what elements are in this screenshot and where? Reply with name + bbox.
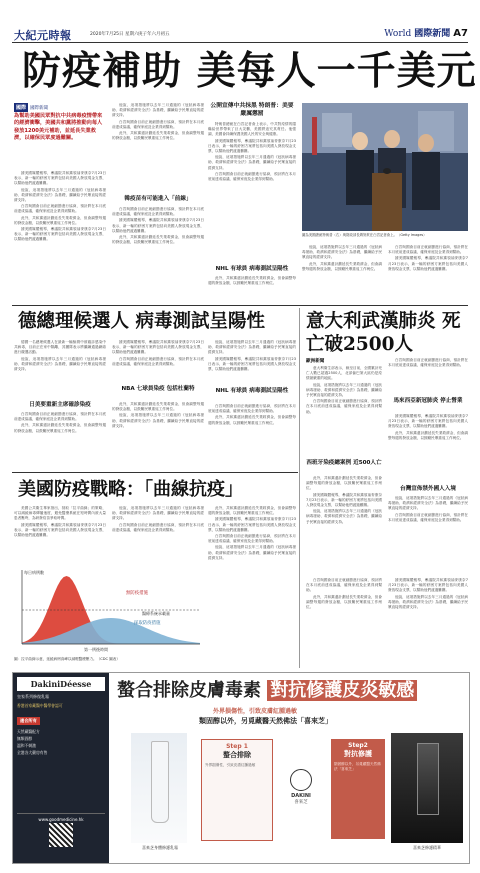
body-paragraph: 他說，這項措施將以去年三月通過的《冠狀病毒援助、救濟和經濟安全法》為基礎，繼續給予民眾直接的經濟支持。 [388, 594, 468, 610]
body-paragraph: 他說，這項措施將以去年三月通過的《冠狀病毒援助、救濟和經濟安全法》為基礎，繼續給予民眾直接的經濟支持。 [302, 245, 382, 260]
section-divider [12, 472, 298, 473]
x-axis-label: 第一例後時間 [84, 647, 108, 652]
story3-subhead1: 日美要重新主席確診染疫 [29, 402, 91, 408]
body-paragraph: 據美國媒體報導，參議院共和黨領袖麥康奈7月23日表示，新一輪的紓困方案將包括向美國人發放現金支票，以幫助他們渡過難關。 [388, 256, 468, 271]
body-paragraph: 白宮與國會目前正就細節進行協商，預計將在本月底前達成協議，確保家庭及企業得到幫助。 [306, 399, 382, 414]
curve-chart-svg [14, 564, 204, 654]
body-paragraph: 他說，這項措施將以去年三月通過的《冠狀病毒援助、救濟和經濟安全法》為基礎，繼續給予民眾直接的經濟支持。 [306, 509, 382, 524]
body-paragraph: 他說，這項措施將以去年三月通過的《冠狀病毒援助、救濟和經濟安全法》為基礎，繼續給予民眾直接的經濟支持。 [388, 496, 468, 511]
body-paragraph: 他說，這項措施將以去年三月通過的《冠狀病毒援助、救濟和經濟安全法》為基礎，繼續給予民眾直接的經濟支持。 [208, 340, 296, 355]
cream-tube-icon [151, 741, 169, 823]
body-paragraph: 據美國媒體報導，參議院共和黨領袖麥康奈7月23日表示，新一輪的紓困方案將包括向美國人發放現金支票，以幫助他們渡過難關。 [112, 340, 204, 355]
body-paragraph: 德國一名總理候選人在最新一輪檢測中被確診感染中共病毒，目前正在家中隔離，其團隊表示將繼續通過網絡進行競選活動。 [14, 340, 106, 355]
body-paragraph: 此外，共和黨還計劃延長失業救濟金，但會調整每週的發放金額，以鼓勵民眾重返工作崗位。 [306, 476, 382, 491]
body-paragraph: 白宮與國會目前正就細節進行協商，預計將在本月底前達成協議，確保家庭及企業得到幫助。 [14, 204, 106, 214]
body-paragraph: 據美國媒體報導，參議院共和黨領袖麥康奈7月23日表示，新一輪的紓困方案將包括向美國人發放現金支票，以幫助他們渡過難關。 [14, 171, 106, 186]
chart-caption: 圖：拉平曲線示意，延緩病例高峰以減輕醫療壓力。（CDC 圖表） [14, 657, 120, 661]
story4-subhead3: 台灣宣佈禁外國人入境 [400, 486, 456, 492]
body-paragraph: 據美國媒體報導，參議院共和黨領袖麥康奈7月23日表示，新一輪的紓困方案將包括向美國人發放現金支票，以幫助他們渡過難關。 [14, 522, 106, 538]
newspaper-logo: 大紀元時報 [14, 29, 72, 42]
sidebar-subhead: 韓疫苗有可能進入「前線」 [124, 196, 192, 202]
col-divider [299, 308, 300, 668]
masthead-section [384, 26, 468, 39]
advertisement [12, 672, 470, 864]
body-paragraph: 白宮與國會目前正就細節進行協商，預計將在本月底前達成協議，確保家庭及企業得到幫助。 [14, 412, 106, 422]
body-paragraph: 此外，共和黨還計劃延長失業救濟金，但會調整每週的發放金額，以鼓勵民眾重返工作崗位。 [112, 402, 204, 412]
ad-bullet: 天然藏醫配方 [17, 729, 40, 734]
story2-subhead-text: NHL 有球員 病毒測試呈陽性 [215, 266, 289, 272]
section-en: World [384, 29, 412, 39]
story4-title: 意大利武漢肺炎 死亡破2500人 [306, 311, 461, 355]
story4-subhead2: 馬來西亞新冠肺炎 停止營業 [393, 398, 463, 404]
photo-caption: 圖為美國總統特朗普（右）與財政部長姆努欽在白宮記者會上。（Getty Images） [302, 233, 427, 237]
masthead-rule [12, 42, 468, 43]
body-paragraph: 他說，這項措施將以去年三月通過的《冠狀病毒援助、救濟和經濟安全法》為基礎，繼續給予民眾直接的經濟支持。 [112, 413, 204, 428]
kicker-sub: 國際新聞 [30, 105, 49, 111]
story5-col5 [388, 578, 468, 668]
story3-col1b [14, 412, 106, 470]
body-paragraph: 白宮與國會目前正就細節進行協商，預計將在本月底前達成協議，確保家庭及企業得到幫助。 [208, 404, 296, 414]
body-paragraph: 此外，共和黨還計劃延長失業救濟金，但會調整每週的發放金額，以鼓勵民眾重返工作崗位。 [306, 594, 382, 610]
ad-tagline1: 外界損傷性，引致皮膚紅腫過敏 [213, 708, 298, 715]
step1-label: Step 1 [226, 743, 248, 750]
ad-product2-label: 喜來芝修護精華 [413, 845, 441, 850]
body-paragraph: 白宮與國會目前正就細節進行協商，預計將在本月底前達成協議，確保家庭及企業得到幫助。 [388, 245, 468, 255]
body-paragraph: 意大利衛生部表示，截至目前，全國累計死亡人數已超過2500人，北部倫巴第大區仍是疫情最嚴重的地區。 [306, 366, 382, 381]
body-paragraph: 此外，共和黨還計劃延長失業救濟金，但會調整每週的發放金額，以鼓勵民眾重返工作崗位。 [388, 430, 468, 440]
ad-brand-sub: 皇家系列修復乳霜 [17, 694, 49, 699]
story3-title: 德總理候選人 病毒測試呈陽性 [18, 311, 265, 332]
story3-subhead3: NHL 有球員 病毒測試呈陽性 [215, 388, 289, 394]
story2-title: 公開宣傳中共抹黑 特朗普：美要嚴厲懲罰 [210, 103, 294, 117]
story2-body [208, 122, 296, 262]
dakini-logo-sub: 喜來芝 [294, 800, 308, 805]
ad-bullet-list [17, 728, 105, 756]
ad-left-panel [13, 673, 109, 863]
kicker-label: 國際 [16, 105, 27, 111]
body-paragraph: 據美國媒體報導，參議院共和黨領袖麥康奈7月23日表示，新一輪的紓困方案將包括向美國人發放現金支票，以幫助他們渡過難關。 [388, 414, 468, 429]
story3-col3 [208, 340, 296, 386]
body-paragraph: 他說，這項措施將以去年三月通過的《冠狀病毒援助、救濟和經濟安全法》為基礎，繼續給予民眾直接的經濟支持。 [14, 187, 106, 203]
press-photo-illustration [302, 103, 468, 231]
body-paragraph: 據美國媒體報導，參議院共和黨領袖麥康奈7月23日表示，新一輪的紓困方案將包括向美國人發放現金支票，以幫助他們渡過難關。 [112, 218, 204, 233]
body-paragraph: 此外，共和黨還計劃延長失業救濟金，但會調整每週的發放金額，以鼓勵民眾重返工作崗位。 [302, 261, 382, 271]
story3-col2 [112, 340, 204, 386]
flatten-curve-chart [14, 564, 204, 654]
capacity-label: 醫療系統承載量 [142, 611, 170, 616]
section-divider [12, 305, 468, 306]
story3-col3b [208, 404, 296, 470]
right-col-b [388, 245, 468, 302]
story4-col2c [388, 496, 468, 572]
body-paragraph: 白宮與國會目前正就細節進行協商，預計將在本月底前達成協議，確保家庭及企業得到幫助。 [112, 119, 204, 129]
body-paragraph: 據美國媒體報導，參議院共和黨領袖麥康奈7月23日表示，新一輪的紓困方案將包括向美國人發放現金支票，以幫助他們渡過難關。 [208, 356, 296, 372]
story5-col3 [208, 506, 296, 658]
body-paragraph: 他說，這項措施將以去年三月通過的《冠狀病毒援助、救濟和經濟安全法》為基礎，繼續給予民眾直接的經濟支持。 [208, 155, 296, 170]
ad-left-headline: 香港首家藏醫中醫學會認可 [17, 703, 63, 708]
ad-badge: 適合所有 [17, 717, 40, 725]
masthead-lunar: 庚子年六月初五 [138, 32, 170, 37]
page-headline: 防疫補助 美每人一千美元 [22, 48, 477, 94]
dakini-emblem-icon [290, 769, 312, 791]
masthead [0, 0, 480, 44]
body-paragraph: 特朗普總統在白宮記者會上表示，中共對疫情的隱瞞給世界帶來了巨大災難，美國將追究其責任。他強調，美國會持續保護美國人民的安全與健康。 [208, 122, 296, 137]
step1-text: 外界損傷性，引致皮膚紅腫過敏 [205, 763, 256, 767]
lead-summary: 為幫助美國民眾對抗中共病毒疫情帶來的經濟衝擊，美國共和黨將推動向每人發放1200美元補助，並延長失業救濟，以確保民眾度過難關。 [14, 113, 103, 142]
dakini-logo-text: DAKINI [291, 793, 311, 799]
body-paragraph: 據美國媒體報導，參議院共和黨領袖麥康奈7月23日表示，新一輪的紓困方案將包括向美國人發放現金支票，以幫助他們渡過難關。 [306, 492, 382, 508]
story4-kicker: 歐洲新聞 [306, 359, 325, 364]
body-paragraph: 他說，這項措施將以去年三月通過的《冠狀病毒援助、救濟和經濟安全法》為基礎，繼續給予民眾直接的經濟支持。 [306, 382, 382, 398]
qr-code-icon [49, 823, 73, 847]
serum-bottle-icon [417, 743, 439, 815]
ad-website[interactable]: www.goodmedicine.hk [17, 813, 105, 822]
body-paragraph: 他說，這項措施將以去年三月通過的《冠狀病毒援助、救濟和經濟安全法》為基礎，繼續給予民眾直接的經濟支持。 [112, 103, 204, 118]
story5-col2 [112, 506, 204, 562]
body-paragraph: 此外，共和黨還計劃延長失業救濟金，但會調整每週的發放金額，以鼓勵民眾重返工作崗位。 [208, 506, 296, 516]
ad-product1-label: 喜來芝身體修護乳霜 [142, 845, 178, 850]
ad-product2-image [391, 733, 463, 843]
ad-brand-logo [17, 677, 105, 691]
ad-step2 [331, 739, 385, 839]
body-paragraph: 據美國媒體報導，參議院共和黨領袖麥康奈7月23日表示，新一輪的紓困方案將包括向美國人發放現金支票，以幫助他們渡過難關。 [388, 578, 468, 593]
lead-body-col2 [112, 103, 204, 193]
story4-col2b [388, 414, 468, 482]
lead-body-col2b [112, 207, 204, 302]
body-paragraph: 美國公共衛生專家指出，採取「拉平曲線」的策略，可以減緩病毒傳播速度，避免醫療系統在短時間內被大量患者壓垮，為研發疫苗爭取時間。 [14, 506, 106, 521]
ad-headline-part-b: 對抗修護皮炎敏感 [267, 680, 417, 701]
y-axis-label: 每日病例數 [24, 570, 44, 575]
ad-bullet: 溫和不刺激 [17, 743, 36, 748]
lead-kicker [14, 103, 48, 112]
body-paragraph: 此外，共和黨還計劃延長失業救濟金，但會調整每週的發放金額，以鼓勵民眾重返工作崗位。 [208, 276, 296, 286]
ad-center-logo [277, 769, 325, 805]
body-paragraph: 白宮與國會目前正就細節進行協商，預計將在本月底前達成協議，確保家庭及企業得到幫助。 [208, 171, 296, 182]
story3-subhead2: NBA 七球員染疫 包括杜蘭特 [121, 386, 195, 392]
body-paragraph: 此外，共和黨還計劃延長失業救濟金，但會調整每週的發放金額，以鼓勵民眾重返工作崗位。 [14, 423, 106, 433]
body-paragraph: 據美國媒體報導，參議院共和黨領袖麥康奈7月23日表示，新一輪的紓困方案將包括向美國人發放現金支票，以幫助他們渡過難關。 [208, 517, 296, 532]
ad-bullet: 無類固醇 [17, 736, 33, 741]
body-paragraph: 此外，共和黨還計劃延長失業救濟金，但會調整每週的發放金額，以鼓勵民眾重返工作崗位。 [208, 415, 296, 425]
body-paragraph: 此外，共和黨還計劃延長失業救濟金，但會調整每週的發放金額，以鼓勵民眾重返工作崗位。 [112, 235, 204, 245]
story2-body-b [208, 276, 296, 302]
right-col-a [302, 245, 382, 302]
ad-tagline2: 類固醇以外，另覓藏醫天然佛法「喜來芝」 [199, 717, 332, 725]
series-label-high: 無防疫措施 [126, 591, 148, 596]
lead-body-col1 [14, 171, 106, 301]
step1-title: 螯合排除 [223, 751, 251, 759]
step2-title: 對抗修護 [344, 750, 372, 758]
story3-col1 [14, 340, 106, 398]
body-paragraph: 據美國媒體報導，參議院共和黨領袖麥康奈7月23日表示，新一輪的紓困方案將包括向美國人發放現金支票，以幫助他們渡過難關。 [208, 138, 296, 154]
story4-col1b [306, 476, 382, 572]
story5-title: 美國防疫戰略：「曲線抗疫」 [18, 479, 243, 500]
story2-subhead [208, 266, 296, 273]
story5-col1 [14, 506, 106, 562]
masthead-date: 2020年7月25日 星期六 [90, 32, 139, 37]
series-label-low: 採取防疫措施 [134, 621, 161, 626]
step2-text: 類固醇以外，另覓藏醫天然佛法「喜來芝」 [334, 762, 381, 771]
story5-col4 [306, 578, 382, 668]
body-paragraph: 他說，這項措施將以去年三月通過的《冠狀病毒援助、救濟和經濟安全法》為基礎，繼續給予民眾直接的經濟支持。 [14, 356, 106, 372]
page-number: A7 [453, 28, 468, 39]
story4-col1 [306, 366, 382, 454]
body-paragraph: 他說，這項措施將以去年三月通過的《冠狀病毒援助、救濟和經濟安全法》為基礎，繼續給予民眾直接的經濟支持。 [208, 545, 296, 560]
body-paragraph: 白宮與國會目前正就細節進行協商，預計將在本月底前達成協議，確保家庭及企業得到幫助。 [388, 358, 468, 368]
body-paragraph: 白宮與國會目前正就細節進行協商，預計將在本月底前達成協議，確保家庭及企業得到幫助。 [208, 534, 296, 544]
ad-bullet: 全港各大藥房有售 [17, 750, 48, 755]
story3-col2b [112, 402, 204, 470]
story4-col2 [388, 358, 468, 396]
step2-label: Step2 [348, 742, 368, 749]
body-paragraph: 據美國媒體報導，參議院共和黨領袖麥康奈7月23日表示，新一輪的紓困方案將包括向美國人發放現金支票，以幫助他們渡過難關。 [14, 227, 106, 242]
press-conference-photo [302, 103, 468, 231]
section-zh: 國際新聞 [414, 29, 451, 39]
ad-brand-name: DakiniDéesse [30, 679, 92, 689]
body-paragraph: 白宮與國會目前正就細節進行協商，預計將在本月底前達成協議，確保家庭及企業得到幫助。 [112, 207, 204, 217]
body-paragraph: 他說，這項措施將以去年三月通過的《冠狀病毒援助、救濟和經濟安全法》為基礎，繼續給予民眾直接的經濟支持。 [112, 506, 204, 521]
story4-subhead1: 西班牙染疫總案例 近500人亡 [306, 460, 382, 466]
ad-product1-image [131, 733, 187, 843]
body-paragraph: 白宮與國會目前正就細節進行協商，預計將在本月底前達成協議，確保家庭及企業得到幫助。 [112, 522, 204, 532]
body-paragraph: 白宮與國會目前正就細節進行協商，預計將在本月底前達成協議，確保家庭及企業得到幫助。 [306, 578, 382, 593]
body-paragraph: 白宮與國會目前正就細節進行協商，預計將在本月底前達成協議，確保家庭及企業得到幫助。 [388, 512, 468, 522]
ad-headline [117, 679, 463, 703]
ad-headline-part-a: 螯合排除皮膚毒素 [117, 680, 261, 701]
ad-step1 [201, 739, 273, 841]
body-paragraph: 此外，共和黨還計劃延長失業救濟金，但會調整每週的發放金額，以鼓勵民眾重返工作崗位。 [14, 215, 106, 225]
body-paragraph: 白宮與國會目前正就細節進行協商，預計將在本月底前達成協議，確保家庭及企業得到幫助。 [112, 356, 204, 366]
body-paragraph: 此外，共和黨還計劃延長失業救濟金，但會調整每週的發放金額，以鼓勵民眾重返工作崗位。 [112, 131, 204, 141]
